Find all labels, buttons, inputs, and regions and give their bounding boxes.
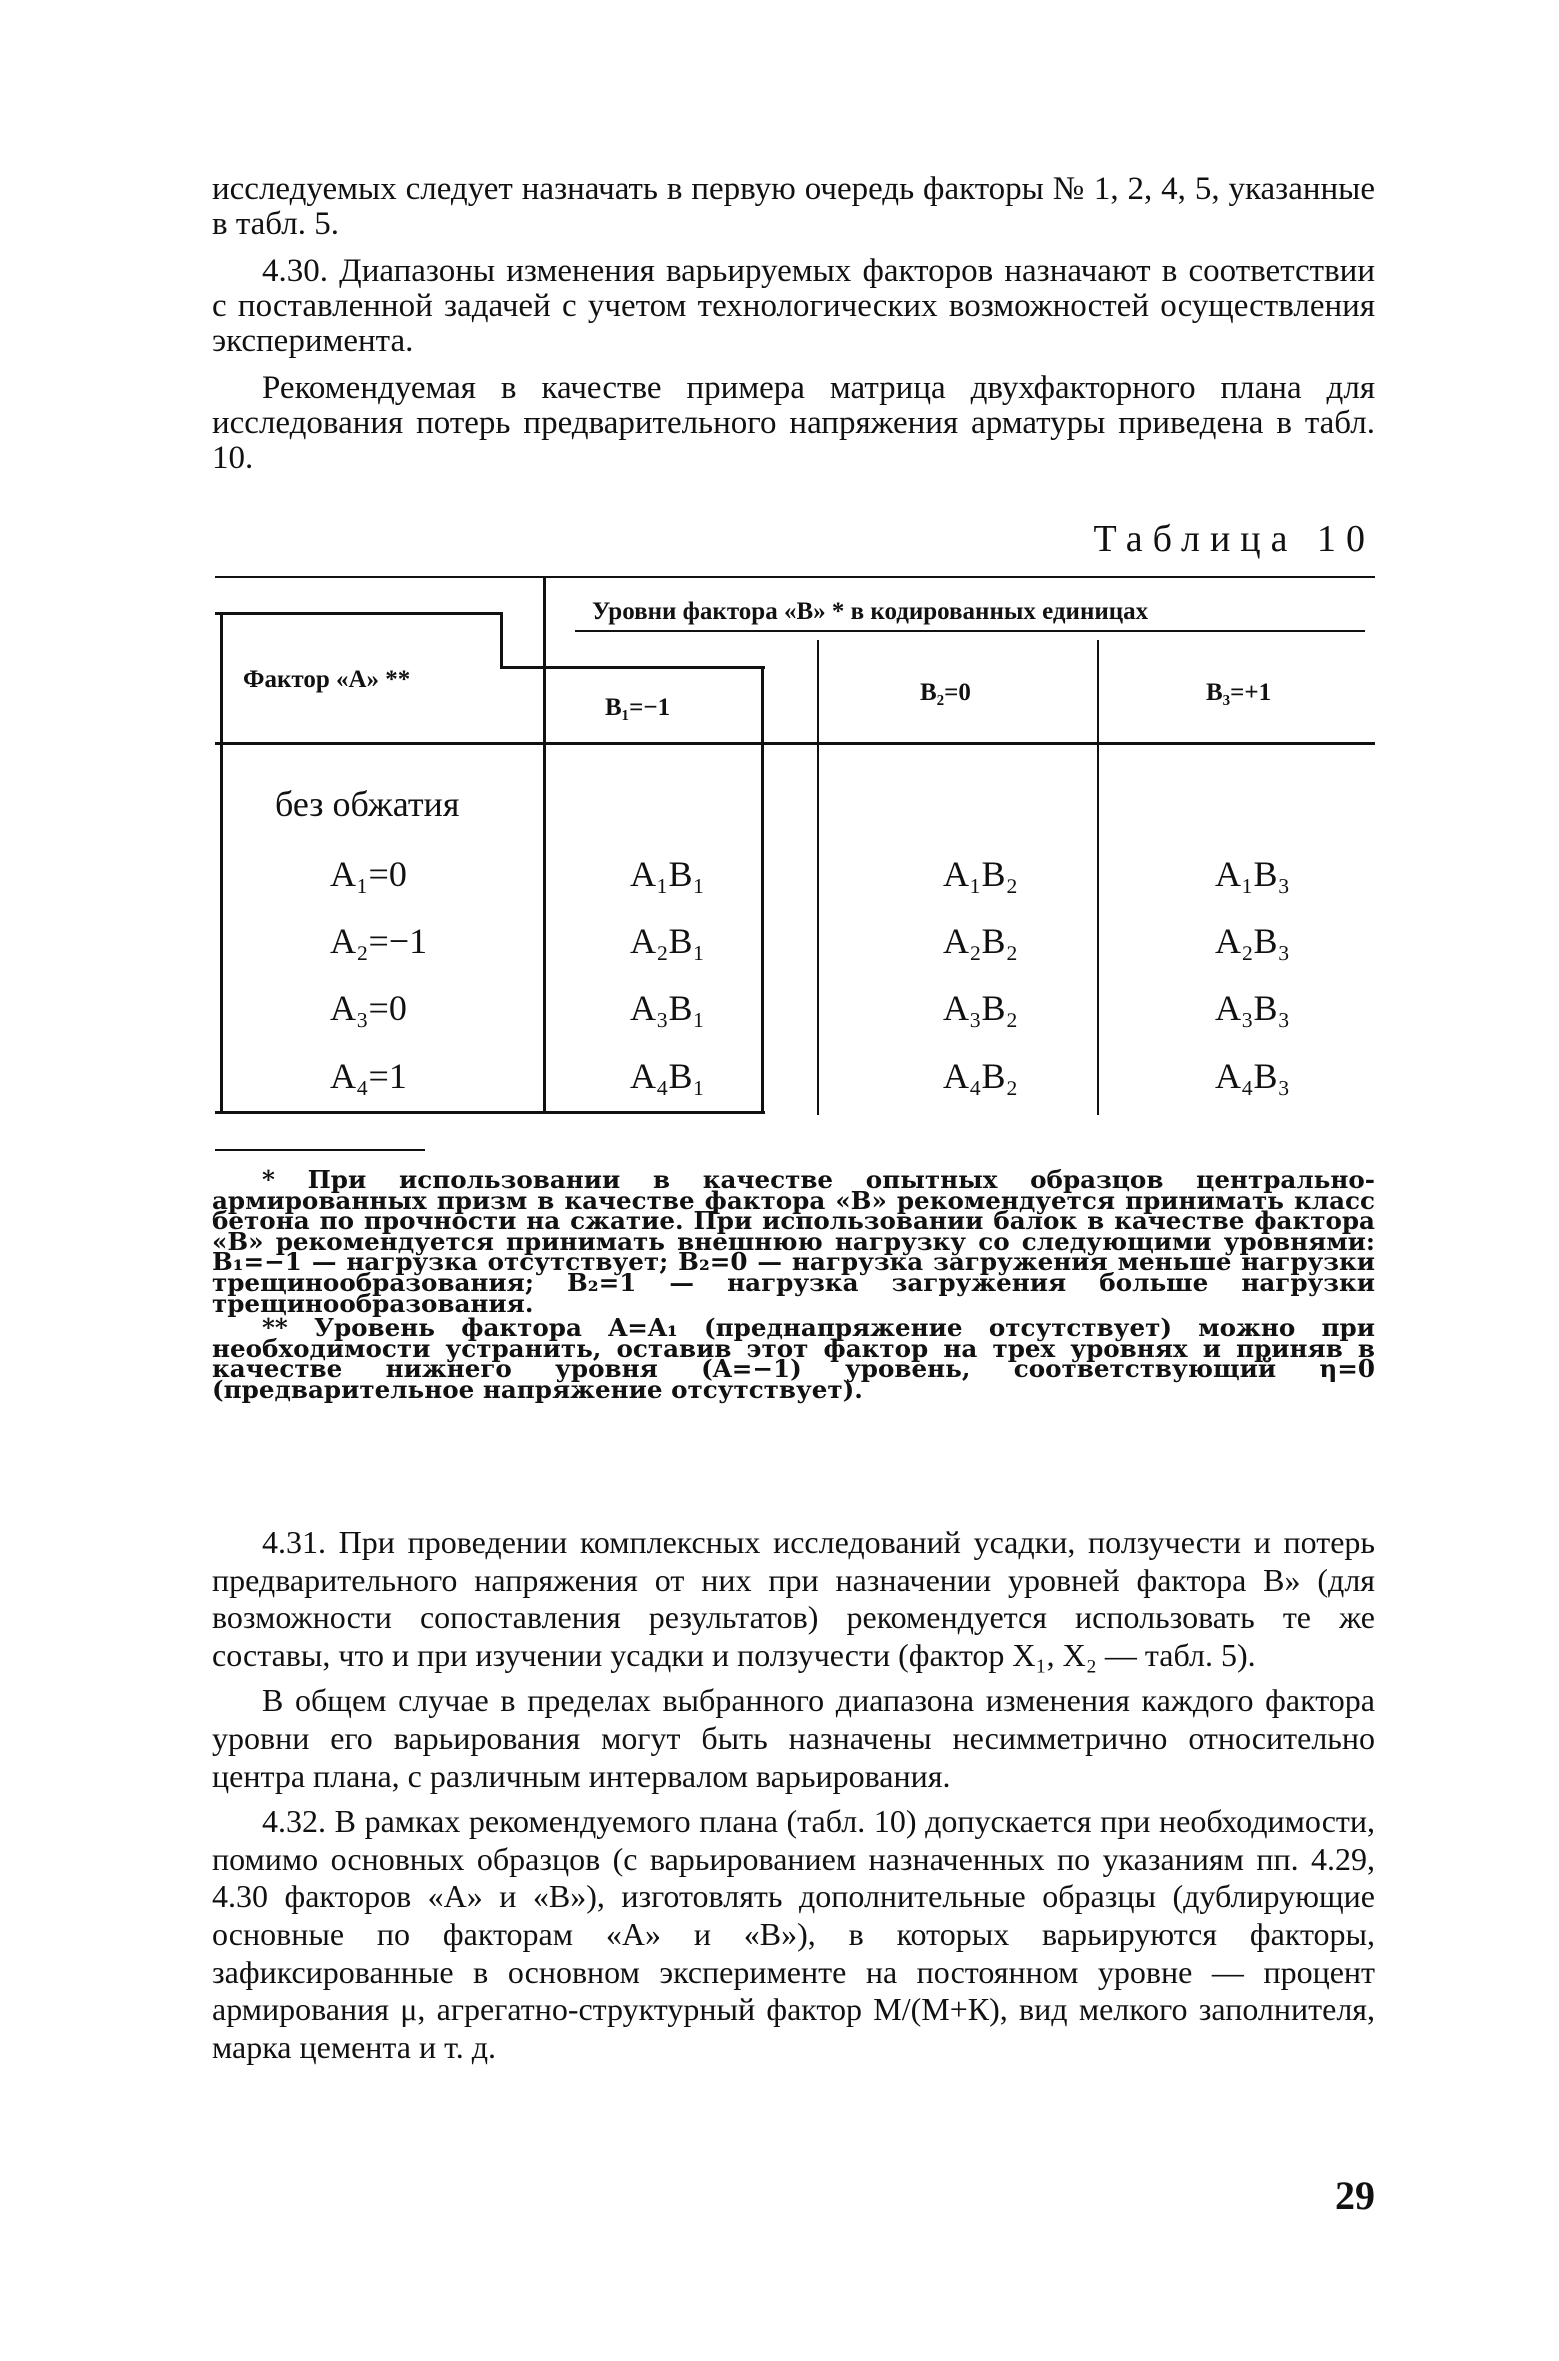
b1-header-top-line <box>500 666 765 669</box>
row-header-divider <box>543 576 546 1114</box>
col-header-b1: B₁=−1 <box>605 694 671 721</box>
col-header-b2: B₂=0 <box>920 679 971 706</box>
table-left-border <box>220 612 223 1114</box>
header-group-label: Уровни фактора «В» * в кодированных единицах <box>592 598 1149 625</box>
page-number: 29 <box>1335 2173 1375 2218</box>
b1-column-divider <box>761 666 764 1114</box>
section-label: без обжатия <box>275 784 460 824</box>
cell-a3b1: A₃B₁ <box>630 988 706 1028</box>
paragraph: Рекомендуемая в качестве примера матрица двухфакторного плана для исследования потерь предварительного напряжения арматуры приведена в табл. 10. <box>212 370 1375 476</box>
paragraph-4-31: 4.31. При проведении комплексных исследований усадки, ползучести и потерь предварительного напряжения от них при назначении уровней фактора В» (для возможности сопоставления результатов) рекомендуется использовать те же составы, что и при изучении усадки и ползучести (фактор X₁, X₂ — табл. 5). <box>212 1524 1375 1673</box>
factor-a1: A₁=0 <box>330 854 407 894</box>
cell-a3b3: A₃B₃ <box>1215 988 1291 1028</box>
cell-a2b3: A₂B₃ <box>1215 921 1291 961</box>
cell-a2b2: A₂B₂ <box>943 921 1019 961</box>
row-header-top-line <box>215 612 502 615</box>
table-top-rule <box>215 576 1375 578</box>
table-bottom-rule <box>215 1111 765 1114</box>
cell-a1b1: A₁B₁ <box>630 854 706 894</box>
factor-a3: A₃=0 <box>330 988 407 1028</box>
footnote-2: ** Уровень фактора A=A₁ (преднапряжение отсутствует) можно при необходимости устранить, оставив этот фактор на трех уровнях и приняв в качестве нижнего уровня (A=−1) уровень, соответствующий η=0 (предварительное напряжение отсутствует). <box>212 1313 1375 1404</box>
paragraph-4-32: 4.32. В рамках рекомендуемого плана (табл. 10) допускается при необходимости, помимо основных образцов (с варьированием назначенных по указаниям пп. 4.29, 4.30 факторов «А» и «В»), изготовлять дополнительные образцы (дублирующие основные по факторам «А» и «В»), в которых варьируются факторы, зафиксированные в основном эксперименте на постоянном уровне — процент армирования μ, агрегатно-структурный фактор М/(М+К), вид мелкого заполнителя, марка цемента и т. д. <box>212 1803 1375 2065</box>
cell-a2b1: A₂B₁ <box>630 921 706 961</box>
col-header-b3: B₃=+1 <box>1206 679 1272 706</box>
paragraph-4-30: 4.30. Диапазоны изменения варьируемых факторов назначают в соответствии с поставленной задачей с учетом технологических возможностей осуществления эксперимента. <box>212 253 1375 359</box>
header-group-underline <box>575 630 1365 632</box>
factor-a4: A₄=1 <box>330 1056 407 1096</box>
cell-a3b2: A₃B₂ <box>943 988 1019 1028</box>
paragraph: В общем случае в пределах выбранного диапазона изменения каждого фактора уровни его варьирования могут быть назначены несимметрично относительно центра плана, с различным интервалом варьирования. <box>212 1682 1375 1794</box>
footnotes <box>212 1165 1375 1404</box>
cell-a4b3: A₄B₃ <box>1215 1056 1291 1096</box>
header-bottom-rule <box>215 742 1375 745</box>
cell-a1b2: A₁B₂ <box>943 854 1019 894</box>
cell-a4b2: A₄B₂ <box>943 1056 1019 1096</box>
factor-a2: A₂=−1 <box>330 921 428 961</box>
cell-a4b1: A₄B₁ <box>630 1056 706 1096</box>
bottom-text <box>212 1524 1375 2066</box>
row-header-label: Фактор «А» ** <box>243 666 411 693</box>
paragraph: исследуемых следует назначать в первую очередь факторы № 1, 2, 4, 5, указанные в табл. 5. <box>212 171 1375 242</box>
footnote-1: * При использовании в качестве опытных образцов центрально-армированных призм в качестве фактора «В» рекомендуется принимать класс бетона по прочности на сжатие. При использовании балок в качестве фактора «В» рекомендуется принимать внешнюю нагрузку со следующими уровнями: B₁=−1 — нагрузка отсутствует; B₂=0 — нагрузка загружения меньше нагрузки трещинообразования; B₂=1 — нагрузка загружения больше нагрузки трещинообразования. <box>212 1165 1375 1318</box>
b3-column-left-line <box>1097 640 1099 1115</box>
row-header-right-line <box>500 612 503 668</box>
cell-a1b3: A₁B₃ <box>1215 854 1291 894</box>
footnote-separator <box>215 1149 425 1151</box>
b2-column-left-line <box>817 640 819 1115</box>
table-caption: Таблица 10 <box>1093 518 1375 560</box>
